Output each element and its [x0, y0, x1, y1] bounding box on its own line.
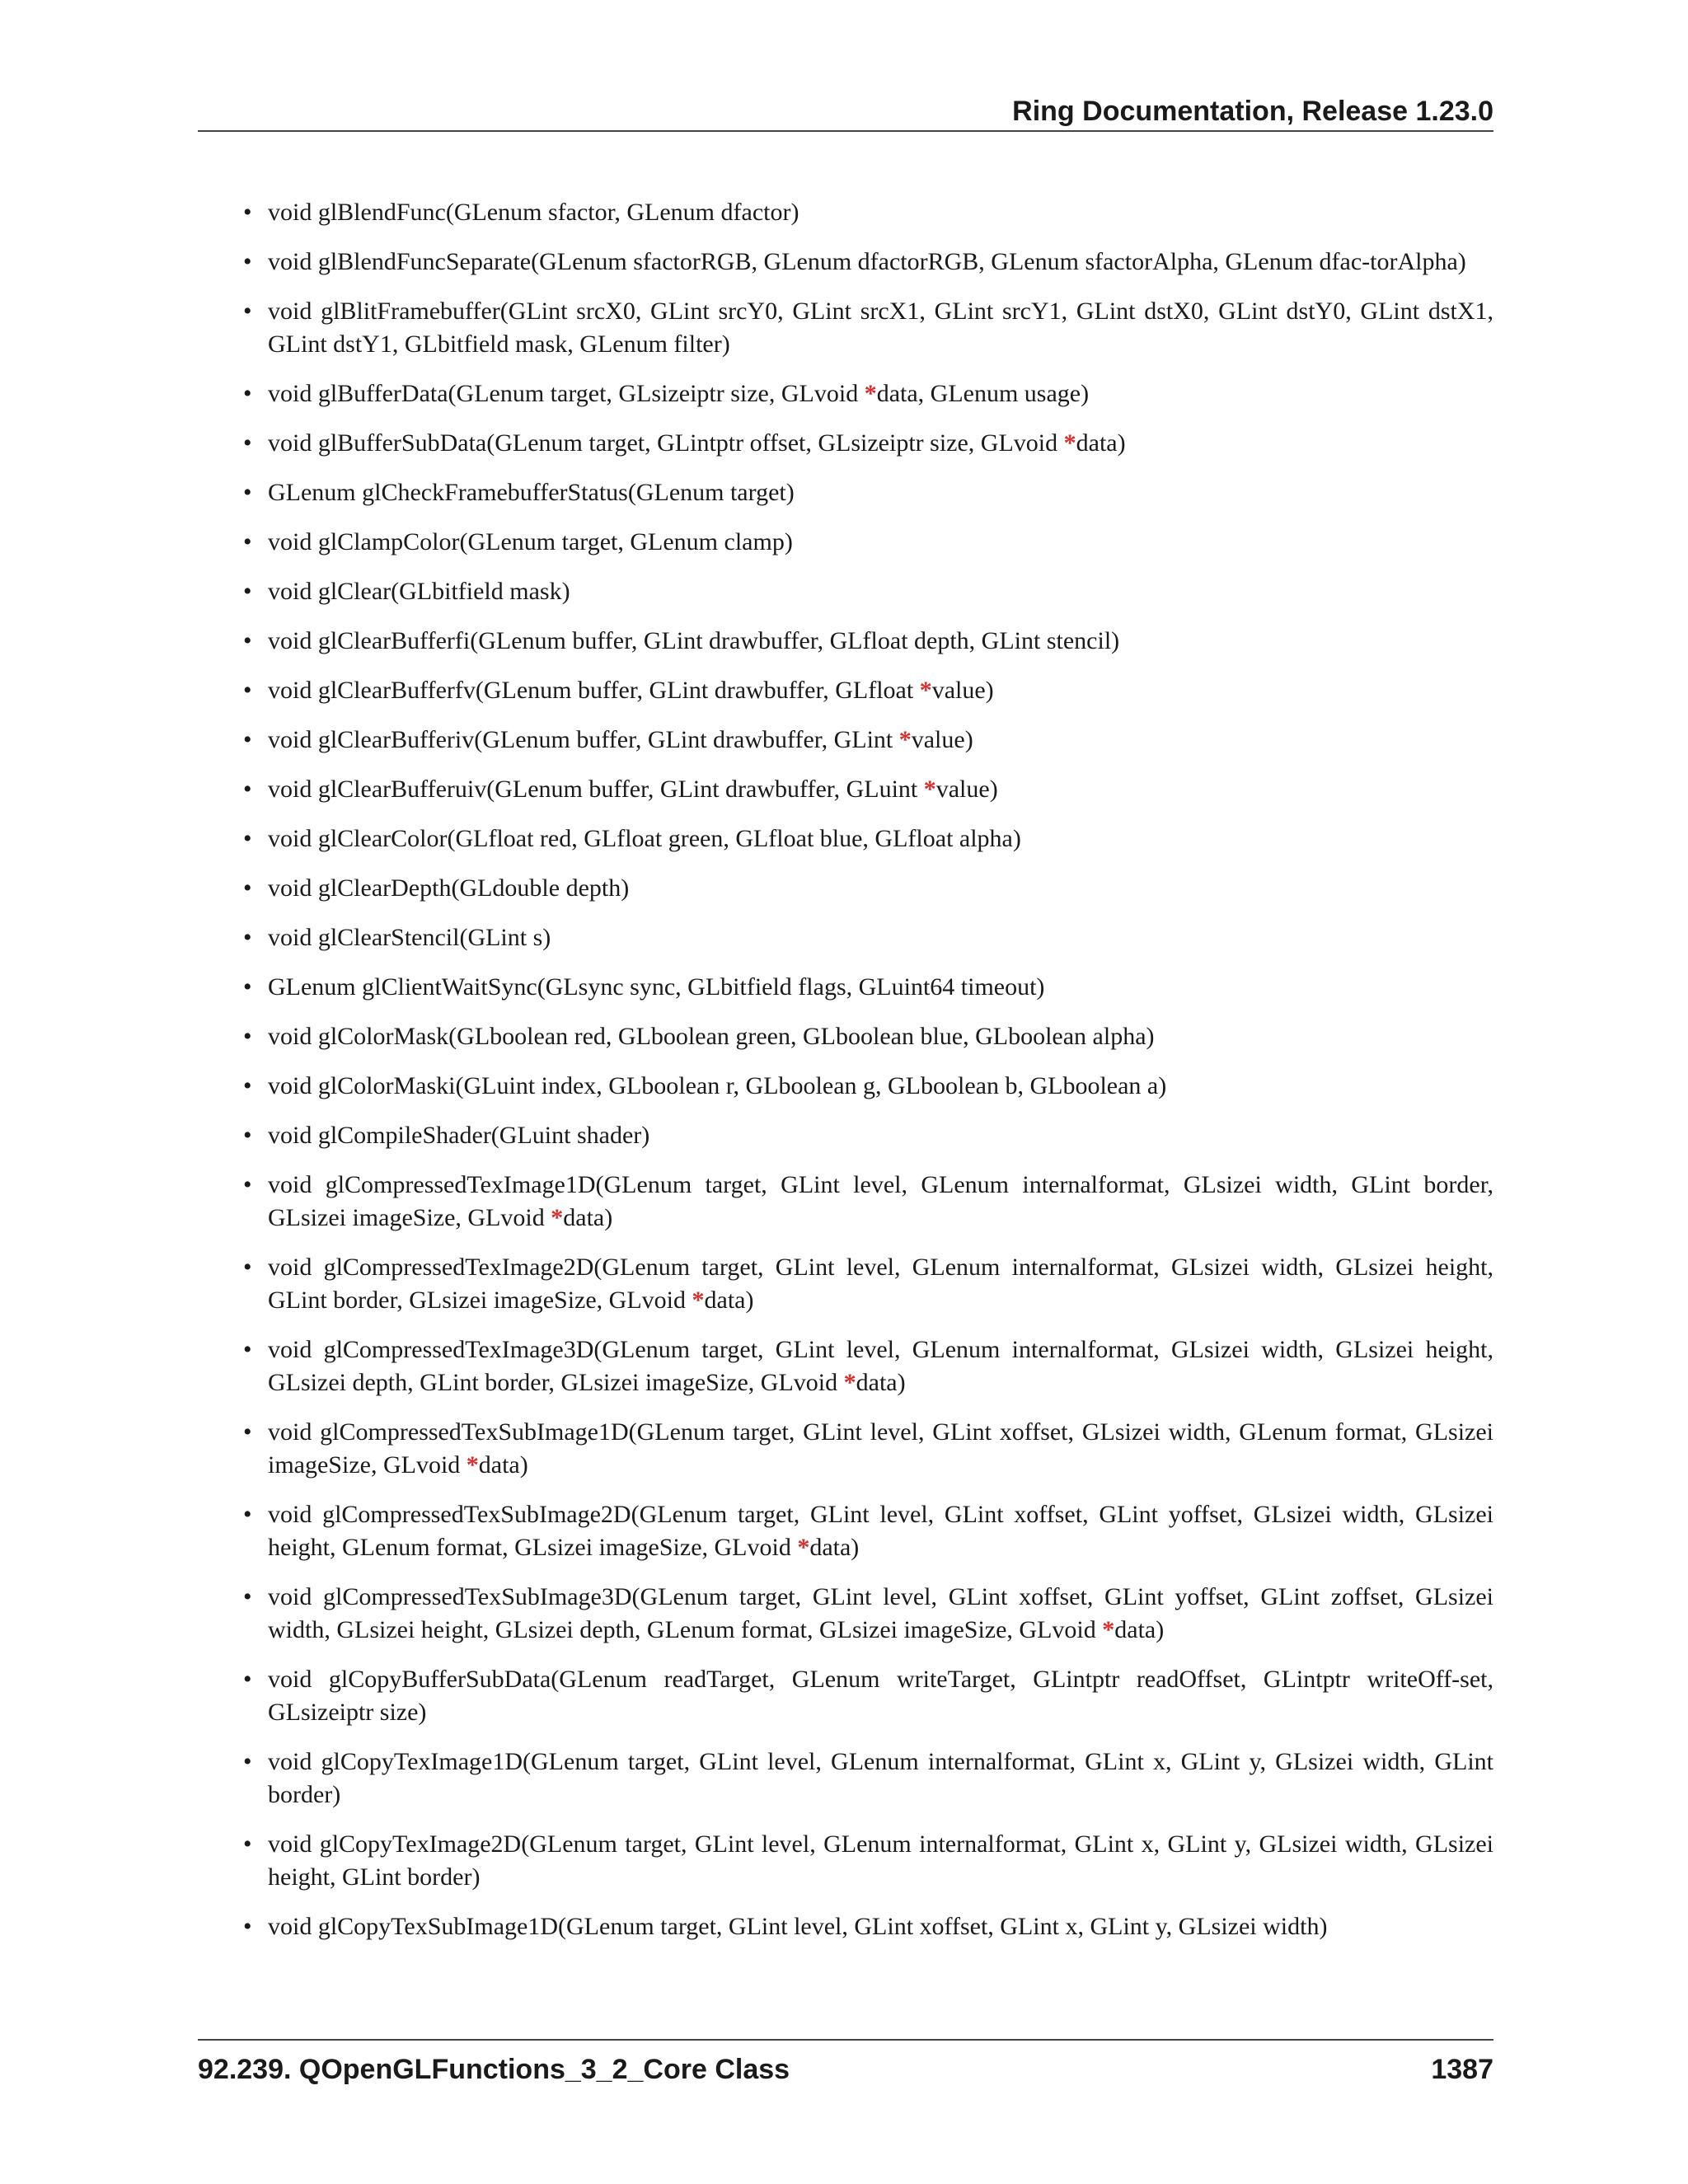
signature-text: void glCompileShader(GLuint shader): [268, 1122, 650, 1149]
signature-text: void glCompressedTexSubImage1D(GLenum target, GLint level, GLint xoffset, GLsizei width, GLenum format, GLsizei imageSize, GLvoid: [268, 1418, 1493, 1479]
function-signature-item: [243, 1333, 1493, 1399]
signature-text: void glClear(GLbitfield mask): [268, 578, 570, 605]
pointer-asterisk: *: [919, 677, 932, 704]
bullet-icon: •: [243, 528, 252, 555]
bullet-icon: •: [243, 726, 252, 753]
signature-text: GLenum glCheckFramebufferStatus(GLenum target): [268, 479, 795, 506]
function-signature-item: [243, 674, 1493, 707]
function-list: [243, 196, 1493, 1943]
signature-text: void glBufferSubData(GLenum target, GLintptr offset, GLsizeiptr size, GLvoid: [268, 429, 1064, 457]
bullet-icon: •: [243, 776, 252, 803]
function-signature-item: [243, 1169, 1493, 1235]
bullet-icon: •: [243, 1072, 252, 1099]
page-number: 1387: [1431, 2054, 1493, 2085]
function-signature-item: [243, 427, 1493, 460]
function-signature-item: [243, 1828, 1493, 1894]
document-title: Ring Documentation, Release 1.23.0: [1012, 96, 1493, 127]
signature-text: void glClearBufferfi(GLenum buffer, GLint drawbuffer, GLfloat depth, GLint stencil): [268, 627, 1120, 654]
function-signature-item: [243, 1498, 1493, 1564]
bullet-icon: •: [243, 578, 252, 605]
signature-text-tail: data): [809, 1534, 860, 1561]
function-signature-item: [243, 625, 1493, 658]
bullet-icon: •: [243, 380, 252, 407]
signature-text: void glBlendFuncSeparate(GLenum sfactorRGB, GLenum dfactorRGB, GLenum sfactorAlpha, GLenum dfac-torAlpha): [268, 248, 1466, 275]
function-signature-item: [243, 1020, 1493, 1053]
pointer-asterisk: *: [797, 1534, 810, 1561]
bullet-icon: •: [243, 973, 252, 1001]
function-signature-item: [243, 1070, 1493, 1103]
pointer-asterisk: *: [864, 380, 877, 407]
bullet-icon: •: [243, 248, 252, 275]
function-signature-item: [243, 526, 1493, 559]
signature-text: void glCopyTexSubImage1D(GLenum target, GLint level, GLint xoffset, GLint x, GLint y, GLsizei width): [268, 1913, 1328, 1940]
bullet-icon: •: [243, 627, 252, 654]
bullet-icon: •: [243, 825, 252, 852]
function-signature-item: [243, 1416, 1493, 1482]
bullet-icon: •: [243, 298, 252, 325]
signature-text: void glClampColor(GLenum target, GLenum clamp): [268, 528, 793, 555]
signature-text: void glCompressedTexSubImage2D(GLenum target, GLint level, GLint xoffset, GLint yoffset, GLsizei width, GLsizei height, GLenum format, GLsizei imageSize, GLvoid: [268, 1501, 1493, 1561]
pointer-asterisk: *: [1063, 429, 1076, 457]
bullet-icon: •: [243, 874, 252, 902]
signature-text: void glBlitFramebuffer(GLint srcX0, GLint srcY0, GLint srcX1, GLint srcY1, GLint dstX0, GLint dstY0, GLint dstX1, GLint dstY1, GLbitfield mask, GLenum filter): [268, 298, 1493, 358]
signature-text: void glClearStencil(GLint s): [268, 924, 551, 951]
signature-text: void glCompressedTexImage1D(GLenum target, GLint level, GLenum internalformat, GLsizei width, GLint border, GLsizei imageSize, GLvoid: [268, 1171, 1493, 1231]
signature-text-tail: data): [563, 1204, 613, 1231]
function-signature-item: [243, 246, 1493, 279]
function-signature-item: [243, 377, 1493, 410]
signature-text-tail: data): [856, 1369, 906, 1396]
signature-text-tail: data): [1076, 429, 1126, 457]
bullet-icon: •: [243, 924, 252, 951]
signature-text: void glClearBufferfv(GLenum buffer, GLint drawbuffer, GLfloat: [268, 677, 920, 704]
pointer-asterisk: *: [1102, 1616, 1115, 1643]
bullet-icon: •: [243, 1336, 252, 1363]
bullet-icon: •: [243, 1171, 252, 1198]
page-content: [243, 196, 1493, 1960]
function-signature-item: [243, 196, 1493, 229]
bullet-icon: •: [243, 677, 252, 704]
signature-text: void glColorMaski(GLuint index, GLboolean r, GLboolean g, GLboolean b, GLboolean a): [268, 1072, 1167, 1099]
signature-text: void glBufferData(GLenum target, GLsizeiptr size, GLvoid: [268, 380, 865, 407]
signature-text-tail: data, GLenum usage): [876, 380, 1090, 407]
function-signature-item: [243, 971, 1493, 1004]
bullet-icon: •: [243, 1666, 252, 1693]
signature-text-tail: data): [1114, 1616, 1165, 1643]
signature-text: void glClearBufferuiv(GLenum buffer, GLint drawbuffer, GLuint: [268, 776, 924, 803]
pointer-asterisk: *: [898, 726, 912, 753]
signature-text-tail: value): [911, 726, 973, 753]
pointer-asterisk: *: [551, 1204, 564, 1231]
function-signature-item: [243, 1746, 1493, 1811]
bullet-icon: •: [243, 1748, 252, 1775]
bullet-icon: •: [243, 1418, 252, 1446]
function-signature-item: [243, 1119, 1493, 1152]
function-signature-item: [243, 1663, 1493, 1729]
function-signature-item: [243, 872, 1493, 905]
pointer-asterisk: *: [466, 1451, 479, 1479]
page-footer: [198, 2039, 1493, 2090]
function-signature-item: [243, 1251, 1493, 1317]
function-signature-item: [243, 295, 1493, 361]
signature-text: void glCompressedTexImage3D(GLenum target, GLint level, GLenum internalformat, GLsizei width, GLsizei height, GLsizei depth, GLint border, GLsizei imageSize, GLvoid: [268, 1336, 1493, 1396]
pointer-asterisk: *: [923, 776, 936, 803]
bullet-icon: •: [243, 1254, 252, 1281]
function-signature-item: [243, 476, 1493, 509]
bullet-icon: •: [243, 199, 252, 226]
function-signature-item: [243, 1910, 1493, 1943]
signature-text: void glCompressedTexSubImage3D(GLenum target, GLint level, GLint xoffset, GLint yoffset, GLint zoffset, GLsizei width, GLsizei height, GLsizei depth, GLenum format, GLsizei imageSize, GLvoid: [268, 1583, 1493, 1643]
signature-text-tail: value): [931, 677, 994, 704]
bullet-icon: •: [243, 1583, 252, 1610]
signature-text: void glColorMask(GLboolean red, GLboolean green, GLboolean blue, GLboolean alpha): [268, 1023, 1155, 1050]
signature-text: void glCopyTexImage2D(GLenum target, GLint level, GLenum internalformat, GLint x, GLint y, GLsizei width, GLsizei height, GLint border): [268, 1830, 1493, 1891]
signature-text: void glClearDepth(GLdouble depth): [268, 874, 630, 902]
signature-text: GLenum glClientWaitSync(GLsync sync, GLbitfield flags, GLuint64 timeout): [268, 973, 1045, 1001]
signature-text: void glCompressedTexImage2D(GLenum target, GLint level, GLenum internalformat, GLsizei width, GLsizei height, GLint border, GLsizei imageSize, GLvoid: [268, 1254, 1493, 1314]
function-signature-item: [243, 575, 1493, 608]
signature-text-tail: data): [704, 1286, 754, 1314]
signature-text-tail: value): [935, 776, 998, 803]
signature-text: void glClearColor(GLfloat red, GLfloat green, GLfloat blue, GLfloat alpha): [268, 825, 1021, 852]
signature-text-tail: data): [478, 1451, 528, 1479]
bullet-icon: •: [243, 1913, 252, 1940]
function-signature-item: [243, 1581, 1493, 1647]
function-signature-item: [243, 921, 1493, 954]
page-header: [198, 89, 1493, 132]
signature-text: void glClearBufferiv(GLenum buffer, GLint drawbuffer, GLint: [268, 726, 899, 753]
bullet-icon: •: [243, 1023, 252, 1050]
bullet-icon: •: [243, 1501, 252, 1528]
pointer-asterisk: *: [692, 1286, 705, 1314]
bullet-icon: •: [243, 479, 252, 506]
function-signature-item: [243, 823, 1493, 855]
pointer-asterisk: *: [843, 1369, 856, 1396]
signature-text: void glBlendFunc(GLenum sfactor, GLenum dfactor): [268, 199, 799, 226]
bullet-icon: •: [243, 1830, 252, 1858]
function-signature-item: [243, 724, 1493, 757]
signature-text: void glCopyTexImage1D(GLenum target, GLint level, GLenum internalformat, GLint x, GLint y, GLsizei width, GLint border): [268, 1748, 1493, 1808]
section-title: 92.239. QOpenGLFunctions_3_2_Core Class: [198, 2054, 790, 2085]
bullet-icon: •: [243, 1122, 252, 1149]
signature-text: void glCopyBufferSubData(GLenum readTarget, GLenum writeTarget, GLintptr readOffset, GLintptr writeOff-set, GLsizeiptr size): [268, 1666, 1493, 1726]
function-signature-item: [243, 773, 1493, 806]
bullet-icon: •: [243, 429, 252, 457]
